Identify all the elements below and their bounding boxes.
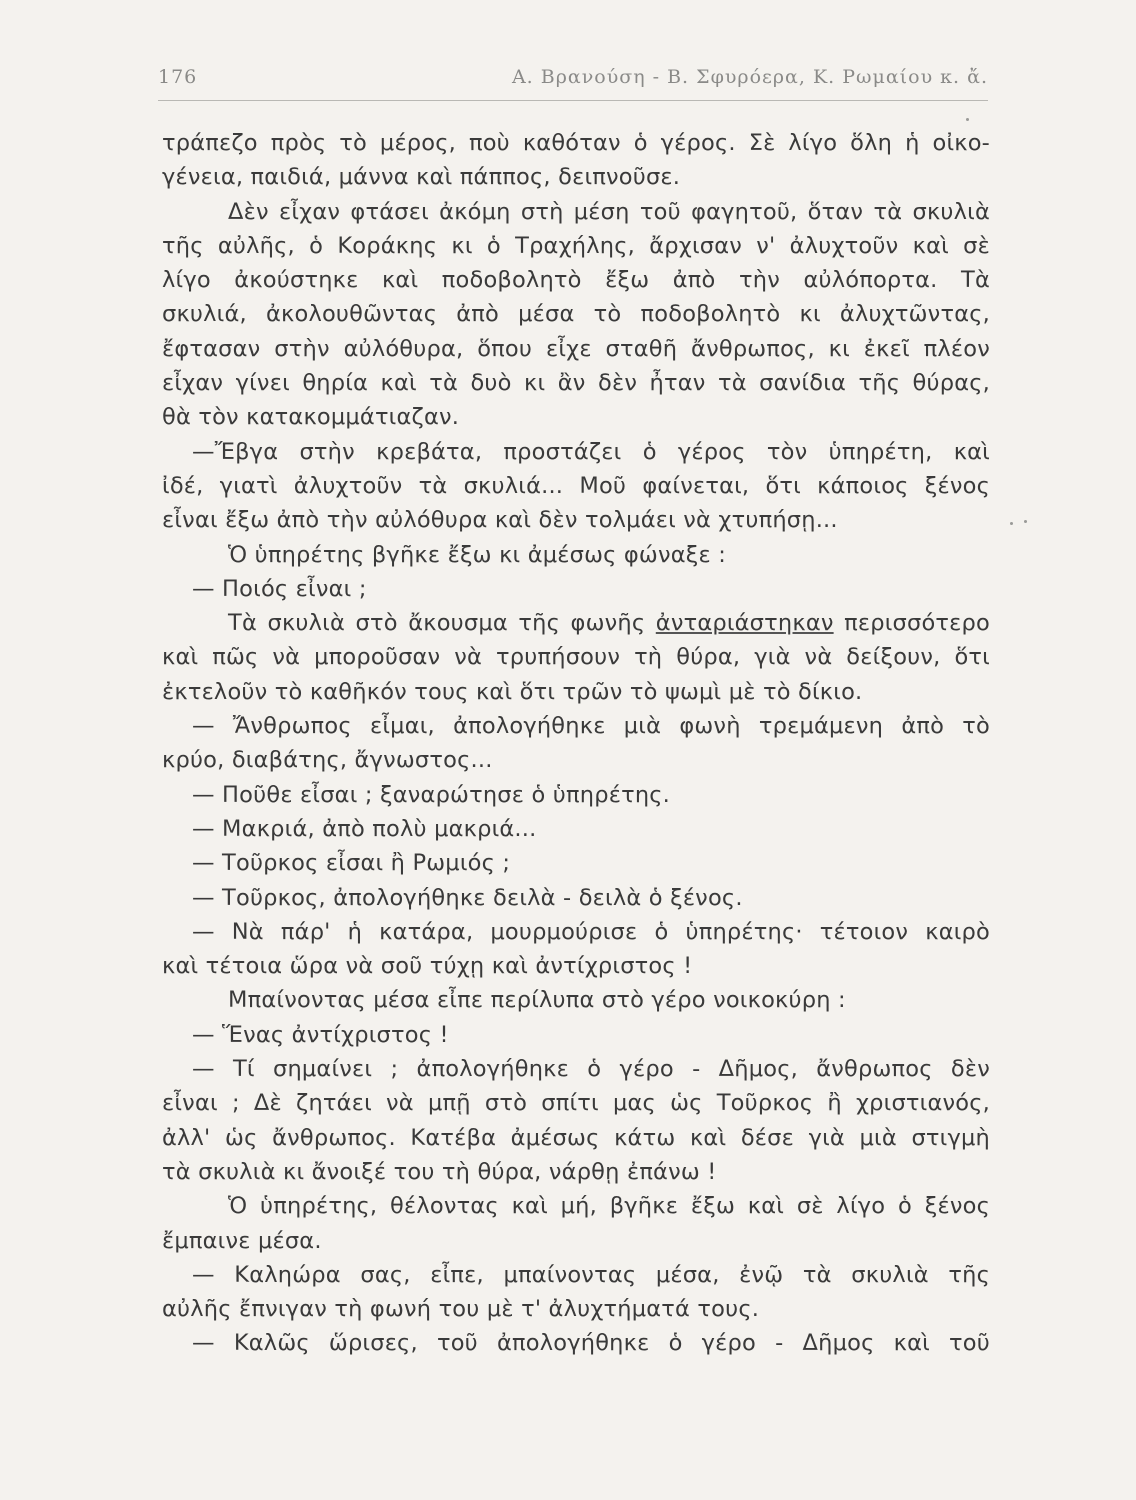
- print-speck: [1024, 520, 1027, 523]
- text-line: τὰ σκυλιὰ κι ἄνοιξέ του τὴ θύρα, νάρθῃ ἐπάνω !: [162, 1158, 717, 1185]
- text-line: σκυλιά, ἀκολουθῶντας ἀπὸ μέσα τὸ ποδοβολητὸ κι ἀλυχτῶντας,: [162, 301, 990, 328]
- text-line: — Τοῦρκος, ἀπολογήθηκε δειλὰ - δειλὰ ὁ ξένος.: [192, 884, 743, 911]
- page-number: 176: [158, 66, 198, 88]
- print-speck: [966, 118, 969, 121]
- header-rule: [158, 100, 988, 101]
- text-line: — Νὰ πάρ' ἡ κατάρα, μουρμούρισε ὁ ὑπηρέτης· τέτοιον καιρὸ: [192, 918, 990, 945]
- text-line: ἰδέ, γιατὶ ἀλυχτοῦν τὰ σκυλιά... Μοῦ φαίνεται, ὅτι κάποιος ξένος: [162, 472, 990, 499]
- text-line: εἶναι ἔξω ἀπὸ τὴν αὐλόθυρα καὶ δὲν τολμάει νὰ χτυπήσῃ...: [162, 507, 838, 534]
- text-line: κρύο, διαβάτης, ἄγνωστος...: [162, 747, 493, 774]
- text-line: — Καληώρα σας, εἶπε, μπαίνοντας μέσα, ἐνῷ τὰ σκυλιὰ τῆς: [192, 1261, 990, 1288]
- text-line: Ὁ ὑπηρέτης βγῆκε ἔξω κι ἀμέσως φώναξε :: [228, 541, 726, 568]
- text-line: —Ἔβγα στὴν κρεβάτα, προστάζει ὁ γέρος τὸν ὑπηρέτη, καὶ: [192, 438, 990, 465]
- text-line: γένεια, παιδιά, μάννα καὶ πάππος, δειπνοῦσε.: [162, 164, 681, 191]
- text-line: Μπαίνοντας μέσα εἶπε περίλυπα στὸ γέρο νοικοκύρη :: [228, 987, 846, 1014]
- text-line: — Ἄνθρωπος εἶμαι, ἀπολογήθηκε μιὰ φωνὴ τρεμάμενη ἀπὸ τὸ: [192, 713, 990, 740]
- text-line: Δὲν εἶχαν φτάσει ἀκόμη στὴ μέση τοῦ φαγητοῦ, ὅταν τὰ σκυλιὰ: [228, 198, 990, 225]
- running-head: Α. Βρανούση - Β. Σφυρόερα, Κ. Ρωμαίου κ. ἄ.: [511, 66, 988, 88]
- text-line: — Τοῦρκος εἶσαι ἢ Ρωμιός ;: [192, 850, 511, 877]
- text-line: — Τί σημαίνει ; ἀπολογήθηκε ὁ γέρο - Δῆμος, ἄνθρωπος δὲν: [192, 1056, 990, 1083]
- text-line: εἶχαν γίνει θηρία καὶ τὰ δυὸ κι ἂν δὲν ἦταν τὰ σανίδια τῆς θύρας,: [162, 370, 990, 397]
- text-line: καὶ τέτοια ὥρα νὰ σοῦ τύχῃ καὶ ἀντίχριστος !: [162, 953, 693, 980]
- underlined-word: ἀνταριάστηκαν: [655, 610, 834, 637]
- text-line: ἐκτελοῦν τὸ καθῆκόν τους καὶ ὅτι τρῶν τὸ ψωμὶ μὲ τὸ δίκιο.: [162, 678, 863, 705]
- print-speck: [1010, 522, 1013, 525]
- page-header: [158, 66, 988, 96]
- text-line: — Ἕνας ἀντίχριστος !: [192, 1021, 449, 1048]
- text-line: — Ποιός εἶναι ;: [192, 575, 367, 602]
- text-line: τράπεζο πρὸς τὸ μέρος, ποὺ καθόταν ὁ γέρος. Σὲ λίγο ὅλη ἡ οἰκο-: [162, 130, 990, 156]
- text-line: αὐλῆς ἔπνιγαν τὴ φωνή του μὲ τ' ἀλυχτήματά τους.: [162, 1296, 760, 1323]
- text-line: ἔμπαινε μέσα.: [162, 1227, 322, 1254]
- text-line: θὰ τὸν κατακομμάτιαζαν.: [162, 404, 460, 431]
- text-line: Τὰ σκυλιὰ στὸ ἄκουσμα τῆς φωνῆς ἀνταριάστηκαν περισσότερο: [228, 610, 990, 637]
- text-line: εἶναι ; Δὲ ζητάει νὰ μπῇ στὸ σπίτι μας ὡς Τοῦρκος ἢ χριστιανός,: [162, 1090, 990, 1117]
- text-line: — Καλῶς ὥρισες, τοῦ ἀπολογήθηκε ὁ γέρο - Δῆμος καὶ τοῦ: [192, 1330, 990, 1357]
- text-line: ἀλλ' ὡς ἄνθρωπος. Κατέβα ἀμέσως κάτω καὶ δέσε γιὰ μιὰ στιγμὴ: [162, 1124, 990, 1151]
- text-line: — Μακριά, ἀπὸ πολὺ μακριά...: [192, 815, 537, 842]
- body-text: [162, 126, 990, 1361]
- text-line: καὶ πῶς νὰ μποροῦσαν νὰ τρυπήσουν τὴ θύρα, γιὰ νὰ δείξουν, ὅτι: [162, 644, 990, 671]
- text-line: ἔφτασαν στὴν αὐλόθυρα, ὅπου εἶχε σταθῆ ἄνθρωπος, κι ἐκεῖ πλέον: [162, 335, 990, 362]
- text-line: Ὁ ὑπηρέτης, θέλοντας καὶ μή, βγῆκε ἔξω καὶ σὲ λίγο ὁ ξένος: [228, 1193, 990, 1220]
- text-line: τῆς αὐλῆς, ὁ Κοράκης κι ὁ Τραχήλης, ἄρχισαν ν' ἀλυχτοῦν καὶ σὲ: [162, 232, 990, 259]
- text-line: — Ποῦθε εἶσαι ; ξαναρώτησε ὁ ὑπηρέτης.: [192, 781, 671, 808]
- text-line: λίγο ἀκούστηκε καὶ ποδοβολητὸ ἔξω ἀπὸ τὴν αὐλόπορτα. Τὰ: [162, 267, 990, 294]
